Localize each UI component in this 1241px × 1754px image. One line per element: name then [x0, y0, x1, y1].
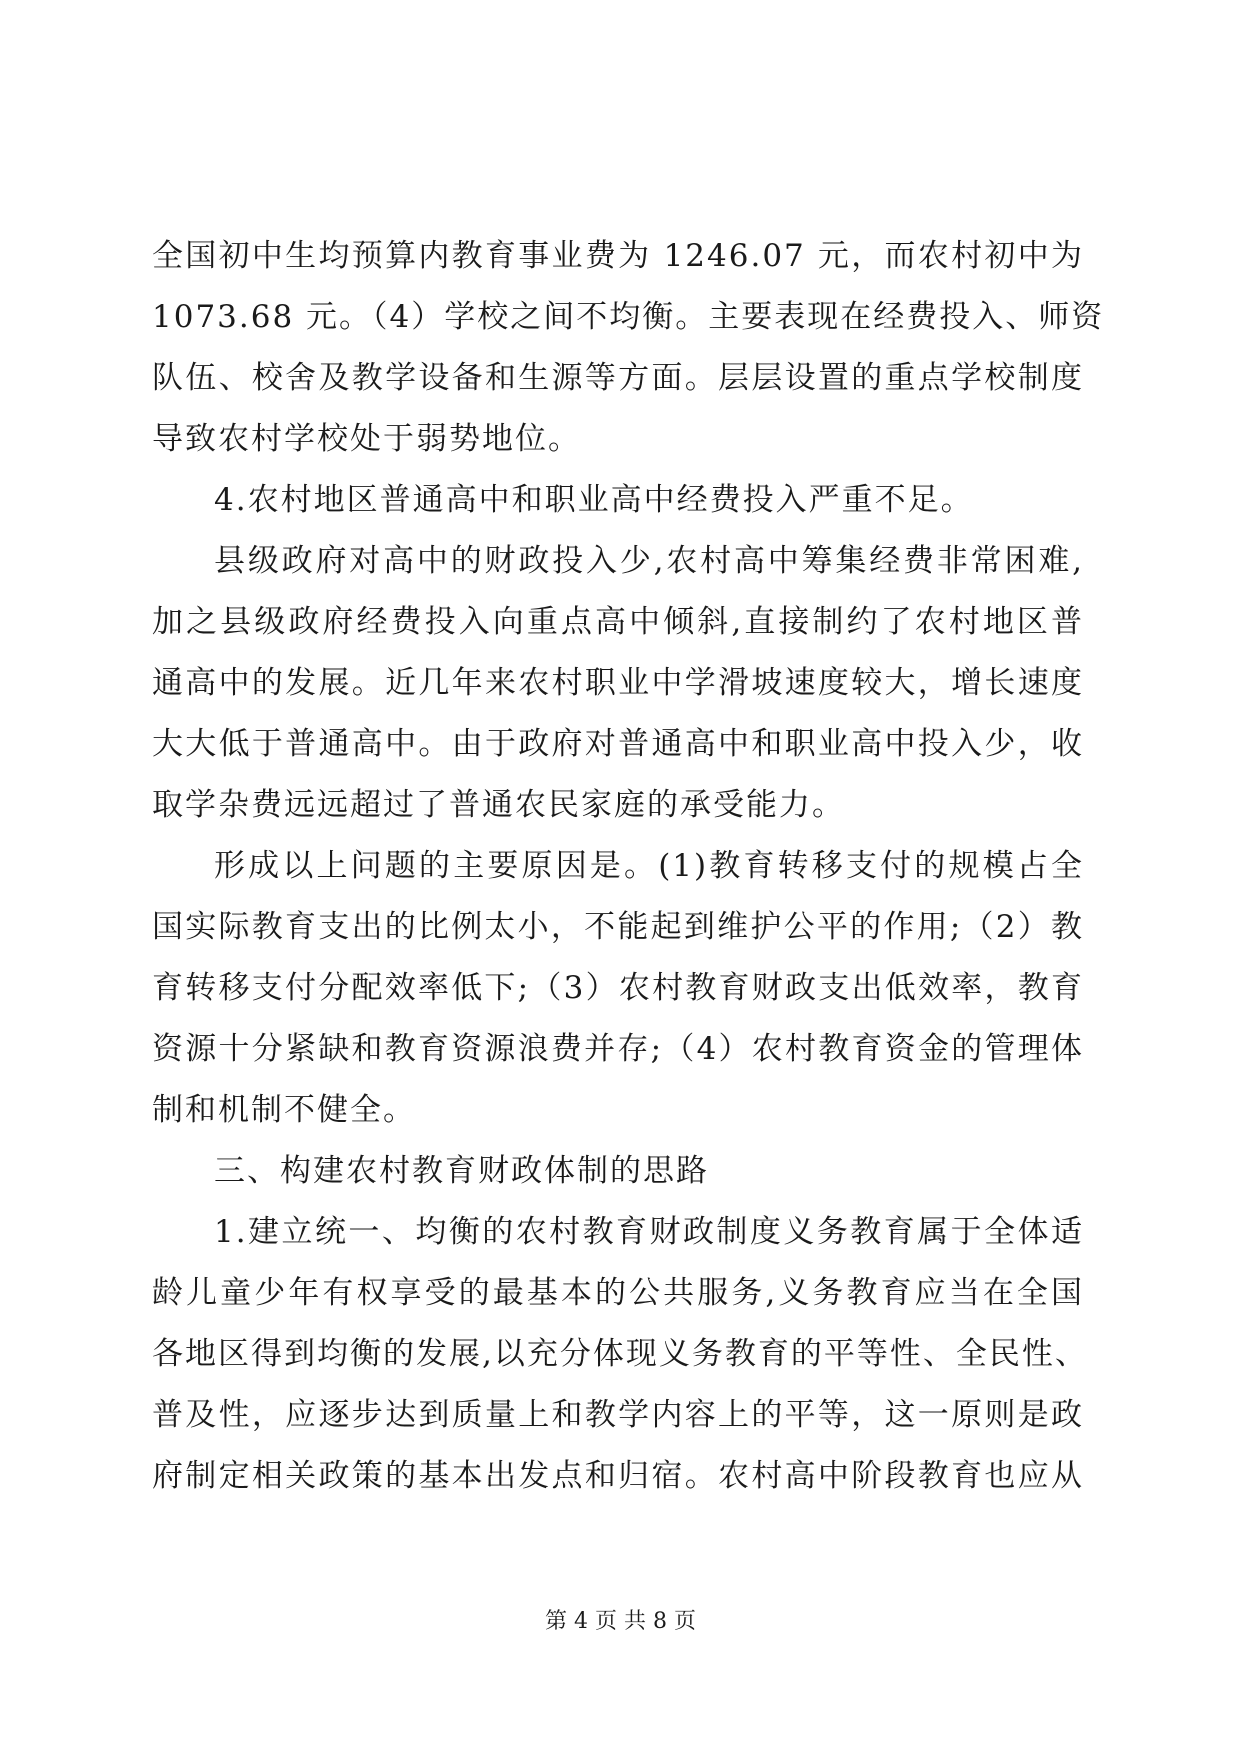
text-line: 资源十分紧缺和教育资源浪费并存;（4）农村教育资金的管理体	[152, 1031, 1084, 1067]
page-footer	[0, 1604, 1241, 1635]
text-line: 形成以上问题的主要原因是。(1)教育转移支付的规模占全	[214, 848, 1084, 884]
text-line: 龄儿童少年有权享受的最基本的公共服务,义务教育应当在全国	[152, 1275, 1084, 1311]
text-line: 1.建立统一、均衡的农村教育财政制度义务教育属于全体适	[214, 1214, 1084, 1250]
text-line: 1073.68 元。（4）学校之间不均衡。主要表现在经费投入、师资	[152, 299, 1105, 335]
text-line: 国实际教育支出的比例太小，不能起到维护公平的作用;（2）教	[152, 909, 1084, 945]
text-line: 取学杂费远远超过了普通农民家庭的承受能力。	[152, 787, 845, 823]
document-body	[152, 226, 1105, 1507]
text-line: 各地区得到均衡的发展,以充分体现义务教育的平等性、全民性、	[152, 1336, 1088, 1372]
section-heading: 4.农村地区普通高中和职业高中经费投入严重不足。	[214, 482, 974, 518]
text-line: 大大低于普通高中。由于政府对普通高中和职业高中投入少，收	[152, 726, 1084, 762]
text-line: 加之县级政府经费投入向重点高中倾斜,直接制约了农村地区普	[152, 604, 1084, 640]
text-line: 县级政府对高中的财政投入少,农村高中筹集经费非常困难,	[214, 543, 1084, 579]
text-line: 队伍、校舍及教学设备和生源等方面。层层设置的重点学校制度	[152, 360, 1084, 396]
section-heading: 三、构建农村教育财政体制的思路	[214, 1153, 709, 1189]
text-line: 全国初中生均预算内教育事业费为 1246.07 元，而农村初中为	[152, 238, 1084, 274]
page-number: 第 4 页 共 8 页	[545, 1609, 696, 1634]
text-line: 育转移支付分配效率低下;（3）农村教育财政支出低效率，教育	[152, 970, 1084, 1006]
text-line: 制和机制不健全。	[152, 1092, 416, 1128]
text-line: 通高中的发展。近几年来农村职业中学滑坡速度较大，增长速度	[152, 665, 1084, 701]
text-line: 府制定相关政策的基本出发点和归宿。农村高中阶段教育也应从	[152, 1458, 1084, 1494]
text-line: 普及性，应逐步达到质量上和教学内容上的平等，这一原则是政	[152, 1397, 1084, 1433]
text-line: 导致农村学校处于弱势地位。	[152, 421, 581, 457]
